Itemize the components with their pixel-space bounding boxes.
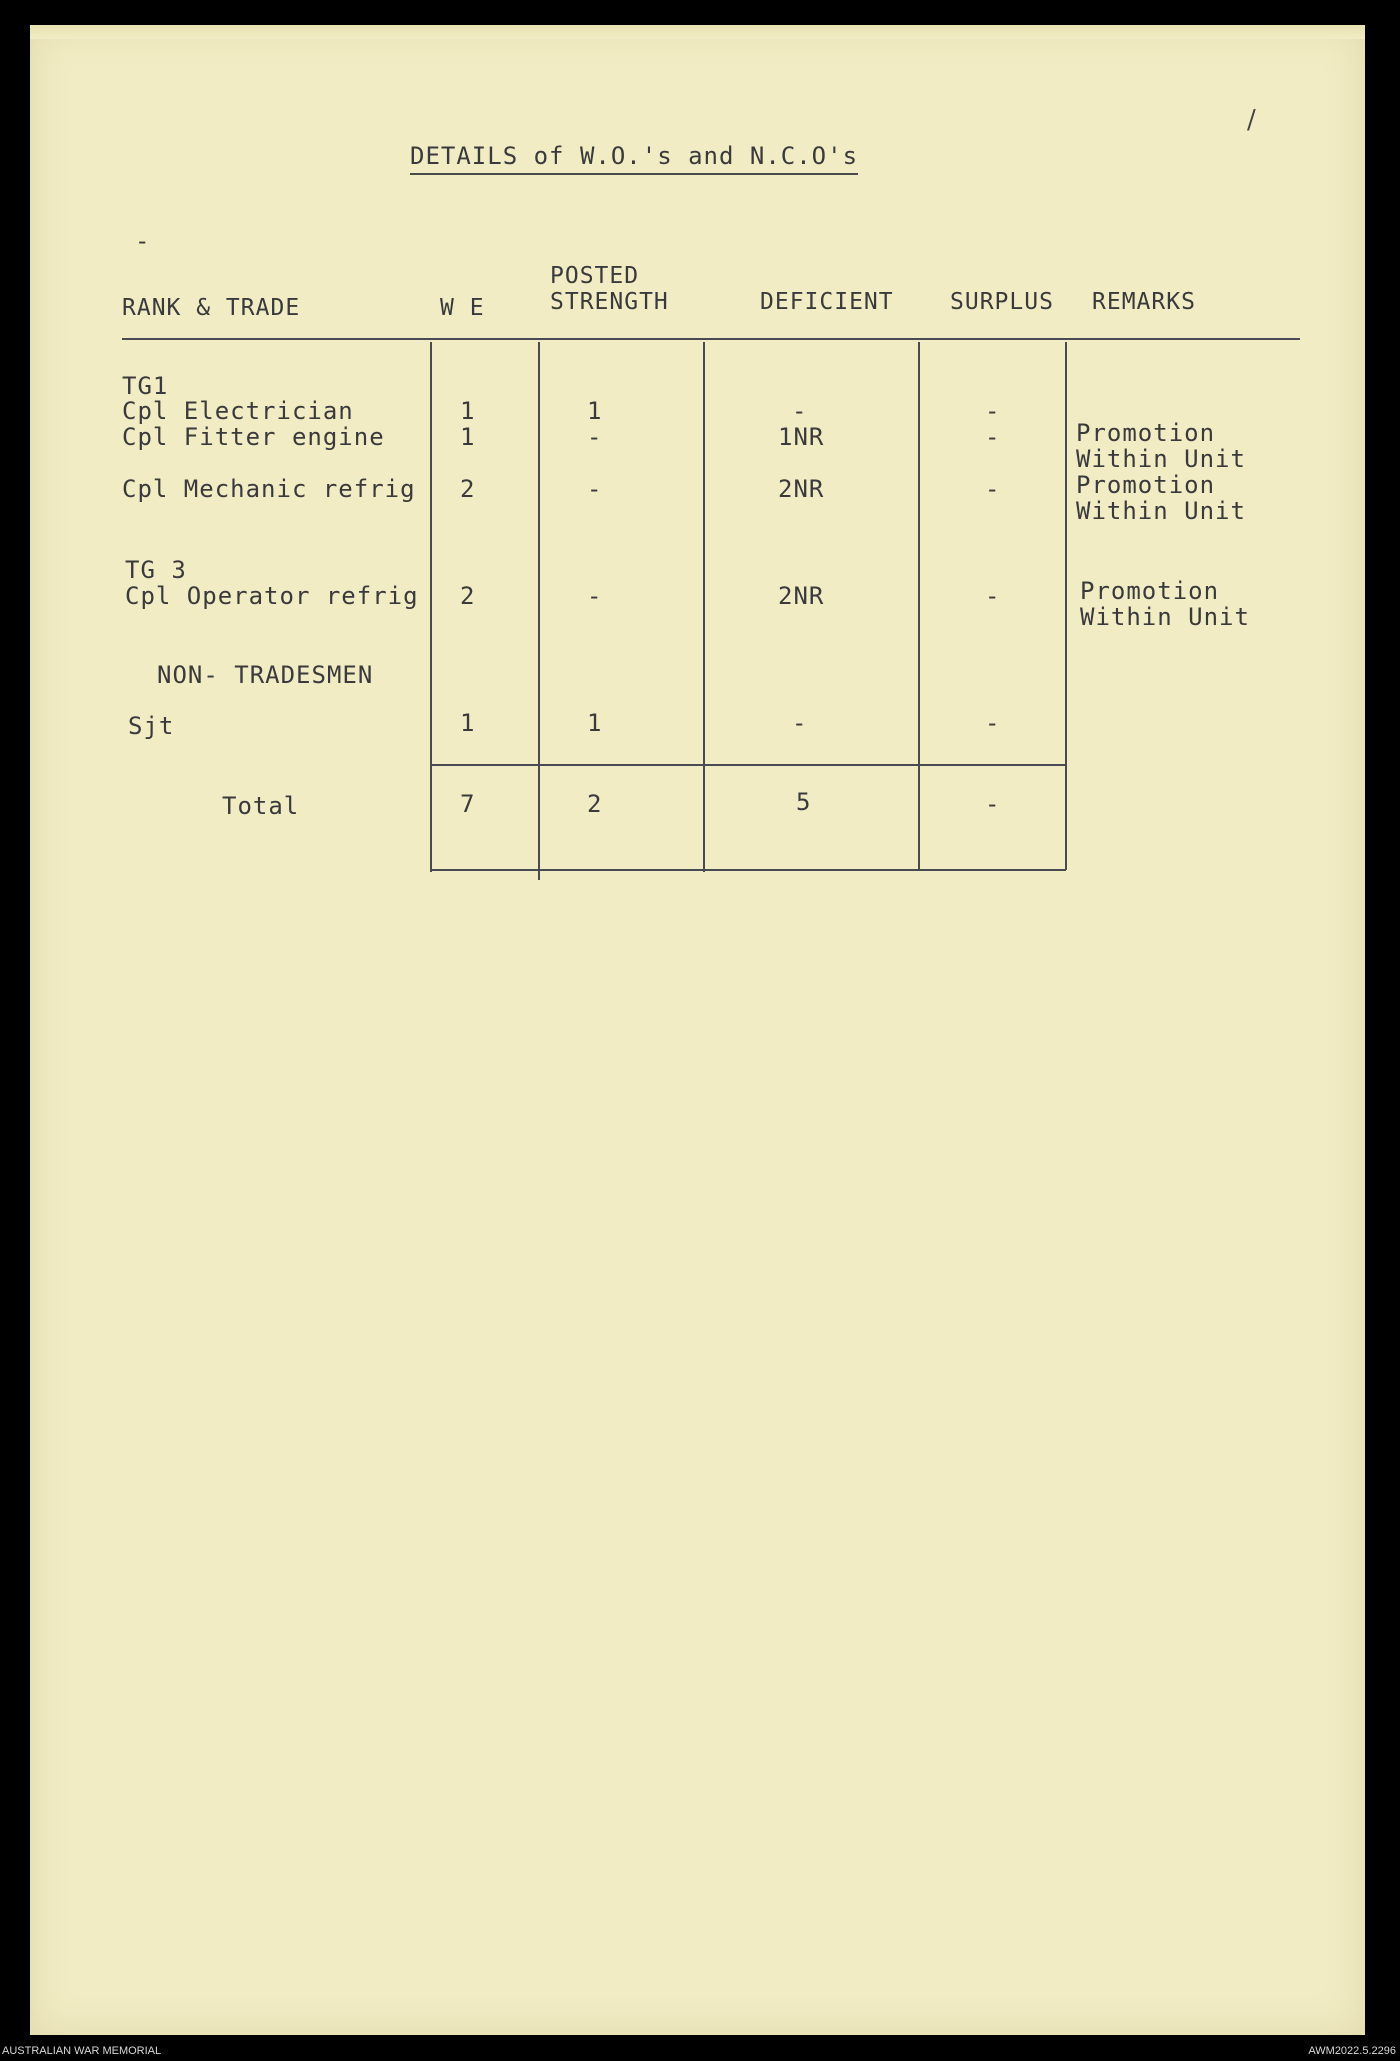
row-deficient: 2NR bbox=[778, 582, 825, 610]
stray-dash: - bbox=[135, 227, 151, 255]
col-line-deficient bbox=[703, 342, 705, 872]
row-remarks-line2: Within Unit bbox=[1076, 497, 1246, 525]
row-posted: - bbox=[587, 423, 603, 451]
header-rank-trade: RANK & TRADE bbox=[122, 295, 301, 321]
row-we: 1 bbox=[460, 709, 476, 737]
total-deficient: 5 bbox=[796, 788, 812, 816]
row-rank: Cpl Fitter engine bbox=[122, 423, 385, 451]
total-label: Total bbox=[222, 792, 300, 820]
footer-catalogue-id: AWM2022.5.2296 bbox=[1308, 2045, 1396, 2057]
header-posted: POSTED bbox=[550, 263, 640, 289]
row-deficient: - bbox=[792, 397, 808, 425]
torn-edge bbox=[30, 25, 1365, 39]
footer-archive-name: AUSTRALIAN WAR MEMORIAL bbox=[2, 2045, 162, 2057]
total-bottom-rule bbox=[430, 869, 1066, 871]
total-we: 7 bbox=[460, 790, 476, 818]
header-remarks: REMARKS bbox=[1092, 289, 1196, 315]
header-deficient: DEFICIENT bbox=[760, 289, 894, 315]
row-rank: Cpl Electrician bbox=[122, 397, 354, 425]
row-posted: 1 bbox=[587, 397, 603, 425]
row-posted: 1 bbox=[587, 709, 603, 737]
row-posted: - bbox=[587, 475, 603, 503]
row-deficient: 1NR bbox=[778, 423, 825, 451]
row-rank: Cpl Operator refrig bbox=[125, 582, 419, 610]
header-underline bbox=[122, 338, 1300, 340]
document-page bbox=[30, 25, 1365, 2035]
row-rank: Cpl Mechanic refrig bbox=[122, 475, 416, 503]
row-posted: - bbox=[587, 582, 603, 610]
col-line-remarks bbox=[1065, 342, 1067, 870]
row-surplus: - bbox=[985, 423, 1001, 451]
header-strength: STRENGTH bbox=[550, 289, 669, 315]
group-tg3: TG 3 bbox=[125, 556, 187, 584]
col-line-we bbox=[430, 342, 432, 872]
row-we: 1 bbox=[460, 423, 476, 451]
header-we: W E bbox=[440, 295, 485, 321]
row-deficient: - bbox=[792, 709, 808, 737]
total-surplus: - bbox=[985, 790, 1001, 818]
total-top-rule bbox=[430, 764, 1066, 766]
row-surplus: - bbox=[985, 582, 1001, 610]
row-deficient: 2NR bbox=[778, 475, 825, 503]
col-line-surplus bbox=[918, 342, 920, 870]
row-surplus: - bbox=[985, 475, 1001, 503]
page-mark: / bbox=[1247, 105, 1256, 135]
row-surplus: - bbox=[985, 397, 1001, 425]
group-tg1: TG1 bbox=[122, 372, 169, 400]
row-we: 2 bbox=[460, 475, 476, 503]
row-surplus: - bbox=[985, 709, 1001, 737]
document-title: DETAILS of W.O.'s and N.C.O's bbox=[410, 143, 858, 175]
header-surplus: SURPLUS bbox=[950, 289, 1054, 315]
row-remarks-line1: Promotion bbox=[1076, 419, 1216, 447]
row-rank: Sjt bbox=[128, 712, 175, 740]
row-remarks-line1: Promotion bbox=[1080, 577, 1220, 605]
group-non-tradesmen: NON- TRADESMEN bbox=[157, 661, 374, 689]
total-posted: 2 bbox=[587, 790, 603, 818]
row-we: 2 bbox=[460, 582, 476, 610]
col-line-posted bbox=[538, 342, 540, 880]
row-remarks-line2: Within Unit bbox=[1076, 445, 1246, 473]
row-we: 1 bbox=[460, 397, 476, 425]
row-remarks-line1: Promotion bbox=[1076, 471, 1216, 499]
row-remarks-line2: Within Unit bbox=[1080, 603, 1250, 631]
